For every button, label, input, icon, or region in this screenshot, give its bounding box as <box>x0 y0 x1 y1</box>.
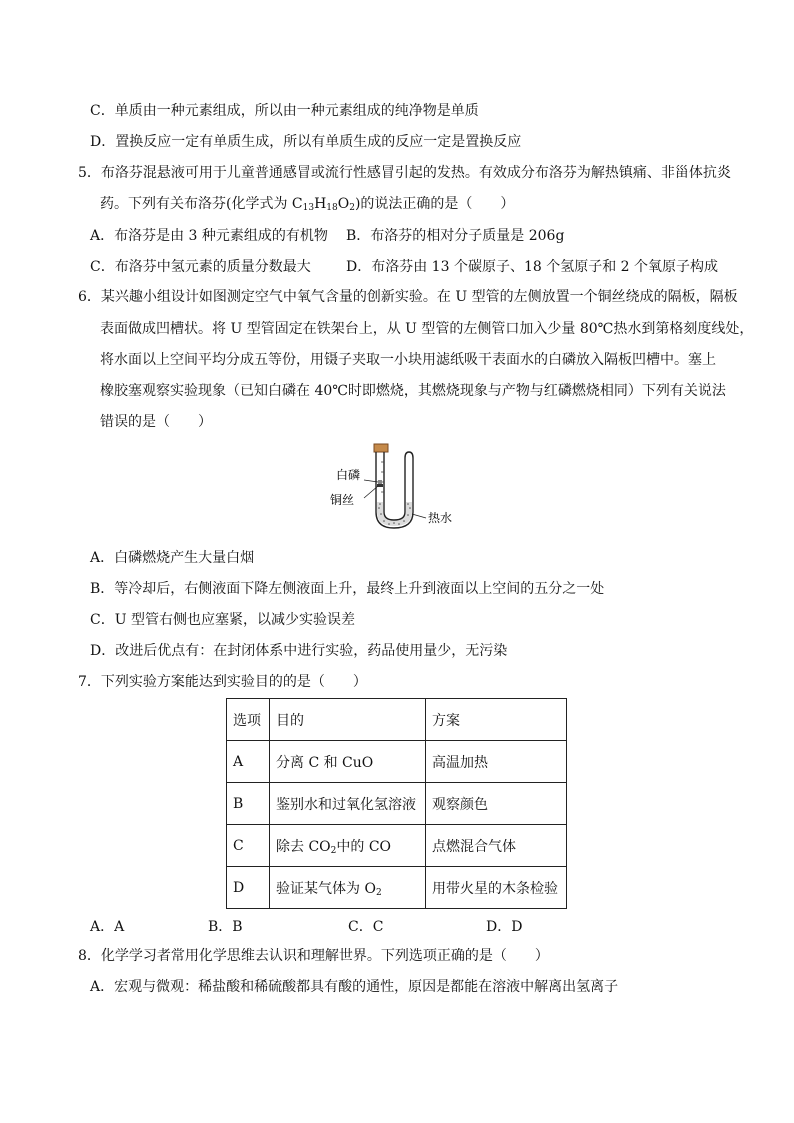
q6-option-d: D．改进后优点有：在封闭体系中进行实验，药品使用量少，无污染 <box>90 643 508 659</box>
q6-stem-line1: 6．某兴趣小组设计如图测定空气中氧气含量的创新实验。在 U 型管的左侧放置一个铜丝绕成的隔板，隔板 <box>78 289 738 305</box>
q8-option-a: A．宏观与微观：稀盐酸和稀硫酸都具有酸的通性，原因是都能在溶液中解离出氢离子 <box>90 979 619 995</box>
q6-stem-line5: 错误的是（ ） <box>100 414 212 430</box>
label-water: 热水 <box>428 511 453 525</box>
label-phosphorus: 白磷 <box>336 468 361 482</box>
q7-options <box>90 916 610 936</box>
rubber-stopper <box>374 444 388 452</box>
q8-stem: 8．化学学习者常用化学思维去认识和理解世界。下列选项正确的是（ ） <box>78 948 549 964</box>
q5-option-b: B．布洛芬的相对分子质量是 206g <box>346 228 565 244</box>
table-row <box>227 825 567 867</box>
table-row <box>227 741 567 783</box>
table-cell-goal: 鉴别水和过氧化氢溶液 <box>270 783 426 825</box>
q5-option-a: A．布洛芬是由 3 种元素组成的有机物 <box>90 228 328 244</box>
q7-option-a: A．A <box>90 919 125 935</box>
table-header-cell: 方案 <box>426 699 567 741</box>
q7-option-c: C．C <box>348 919 384 935</box>
q6-stem-line2: 表面做成凹槽状。将 U 型管固定在铁架台上，从 U 型管的左侧管口加入少量 80℃热水到第格刻度线处， <box>100 321 754 337</box>
table-cell-plan: 点燃混合气体 <box>426 825 567 867</box>
q5-option-d: D．布洛芬由 13 个碳原子、18 个氢原子和 2 个氧原子构成 <box>346 259 719 275</box>
table-header-row <box>227 699 567 741</box>
table-cell-goal: 除去 $CO_2$中的 CO <box>270 825 426 867</box>
q6-option-c: C．U 型管右侧也应塞紧，以减少实验误差 <box>90 612 355 628</box>
u-tube-diagram <box>326 442 476 532</box>
table-cell-option: D <box>227 867 270 909</box>
table-cell-option: B <box>227 783 270 825</box>
table-cell-plan: 高温加热 <box>426 741 567 783</box>
q7-table <box>226 698 567 909</box>
white-phosphorus <box>378 480 382 484</box>
table-cell-goal: 验证某气体为 $O_2$ <box>270 867 426 909</box>
table-cell-plan: 观察颜色 <box>426 783 567 825</box>
q5-options-row2 <box>90 256 730 276</box>
table-cell-plan: 用带火星的木条检验 <box>426 867 567 909</box>
q6-stem-line4: 橡胶塞观察实验现象（已知白磷在 40℃时即燃烧，其燃烧现象与产物与红磷燃烧相同）下列有关说法 <box>100 383 726 399</box>
label-copper: 铜丝 <box>330 493 355 507</box>
q5-stem-line2: 药。下列有关布洛芬(化学式为 $C_{13}H_{18}O_2$)的说法正确的是（ ） <box>100 196 515 213</box>
table-cell-goal: 分离 C 和 CuO <box>270 741 426 783</box>
q6-option-b: B．等冷却后，右侧液面下降左侧液面上升，最终上升到液面以上空间的五分之一处 <box>90 581 605 597</box>
table-row <box>227 867 567 909</box>
q5-stem-line1: 5．布洛芬混悬液可用于儿童普通感冒或流行性感冒引起的发热。有效成分布洛芬为解热镇痛、非甾体抗炎 <box>78 165 731 181</box>
table-cell-option: A <box>227 741 270 783</box>
q6-stem-line3: 将水面以上空间平均分成五等份，用镊子夹取一小块用滤纸吸干表面水的白磷放入隔板凹槽中。塞上 <box>100 352 716 368</box>
q7-stem: 7．下列实验方案能达到实验目的的是（ ） <box>78 674 367 690</box>
table-cell-option: C <box>227 825 270 867</box>
q4-option-d: D．置换反应一定有单质生成，所以有单质生成的反应一定是置换反应 <box>90 134 522 150</box>
table-header-cell: 目的 <box>270 699 426 741</box>
leader-water <box>412 514 426 518</box>
q7-option-d: D．D <box>486 919 523 935</box>
q4-option-c: C．单质由一种元素组成，所以由一种元素组成的纯净物是单质 <box>90 103 479 119</box>
q6-option-a: A．白磷燃烧产生大量白烟 <box>90 550 255 566</box>
q7-option-b: B．B <box>208 919 243 935</box>
q5-options-row1 <box>90 225 730 245</box>
q5-option-c: C．布洛芬中氢元素的质量分数最大 <box>90 259 311 275</box>
table-row <box>227 783 567 825</box>
table-header-cell: 选项 <box>227 699 270 741</box>
